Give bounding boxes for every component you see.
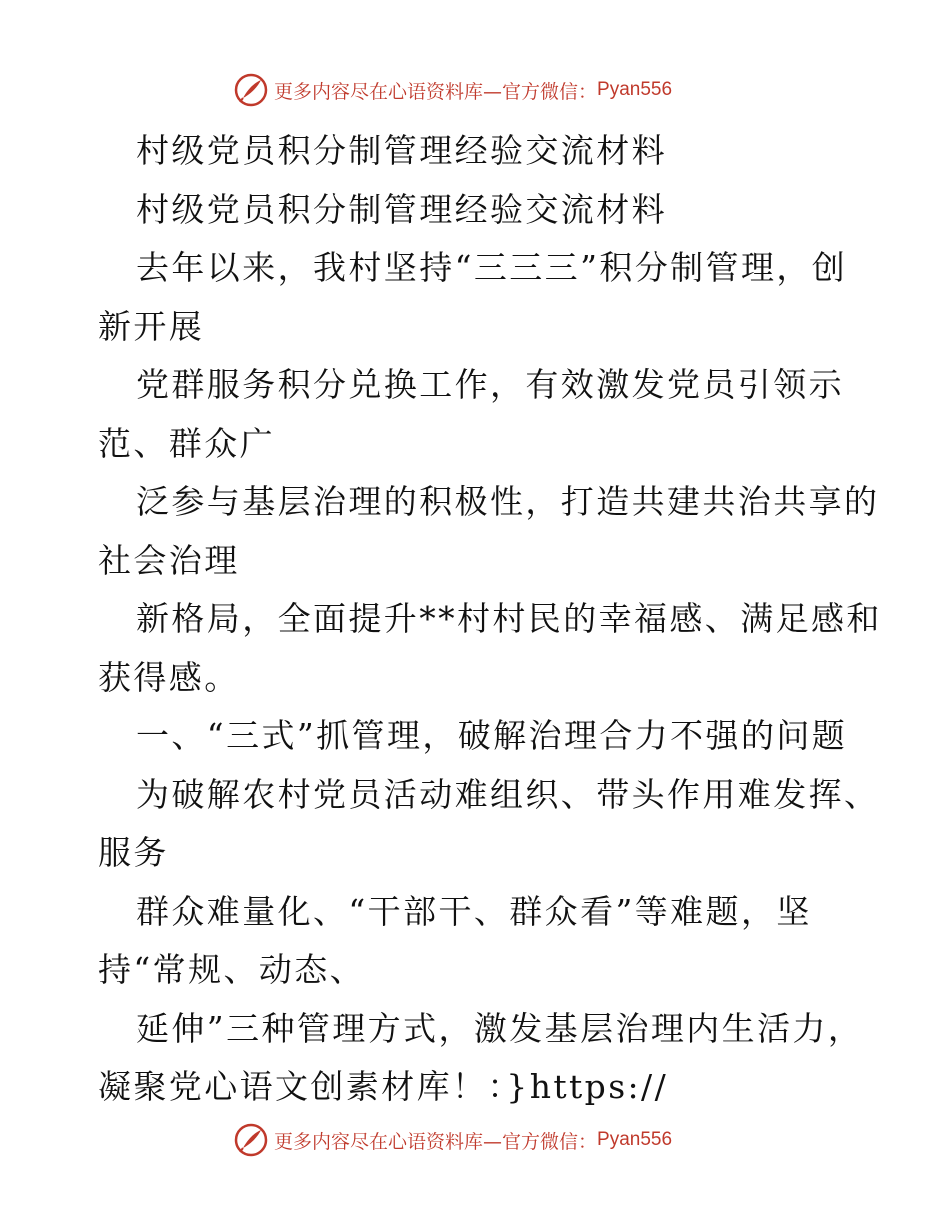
wechat-id: Pyan556 [597,1129,673,1150]
text-line: 泛参与基层治理的积极性，打造共建共治共享的 [136,482,880,521]
quill-pen-logo-icon [234,73,268,107]
text-line: 持“常规、动态、 [98,950,366,989]
banner-text: 更多内容尽在心语资料库—官方微信： [274,80,598,103]
text-line: 村级党员积分制管理经验交流材料 [136,131,667,170]
text-line: 村级党员积分制管理经验交流材料 [136,189,667,229]
text-line: 为破解农村党员活动难组织、带头作用难发挥、 [136,774,880,814]
text-line: 范、群众广 [98,423,275,463]
text-line: 去年以来，我村坚持“三三三”积分制管理，创 [136,248,848,287]
text-line: 获得感。 [98,657,240,697]
text-line: 延伸”三种管理方式，激发基层治理内生活力， [136,1008,864,1048]
text-line: 新开展 [98,306,205,346]
text-line: 社会治理 [98,540,240,580]
text-line: 凝聚党心语文创素材库！：}https:// [98,1067,669,1106]
banner-text: 更多内容尽在心语资料库—官方微信： [274,1130,598,1153]
wechat-id: Pyan556 [597,79,673,100]
text-line: 新格局，全面提升**村村民的幸福感、满足感和 [136,599,882,638]
text-line: 一、“三式”抓管理，破解治理合力不强的问题 [136,716,848,755]
header-banner [0,70,950,110]
text-line: 群众难量化、“干部干、群众看”等难题，坚 [136,891,812,931]
document-body [98,122,888,1117]
text-line: 服务 [98,833,169,872]
text-line: 党群服务积分兑换工作，有效激发党员引领示 [136,365,844,404]
footer-banner [0,1120,950,1160]
quill-pen-logo-icon [234,1123,268,1157]
